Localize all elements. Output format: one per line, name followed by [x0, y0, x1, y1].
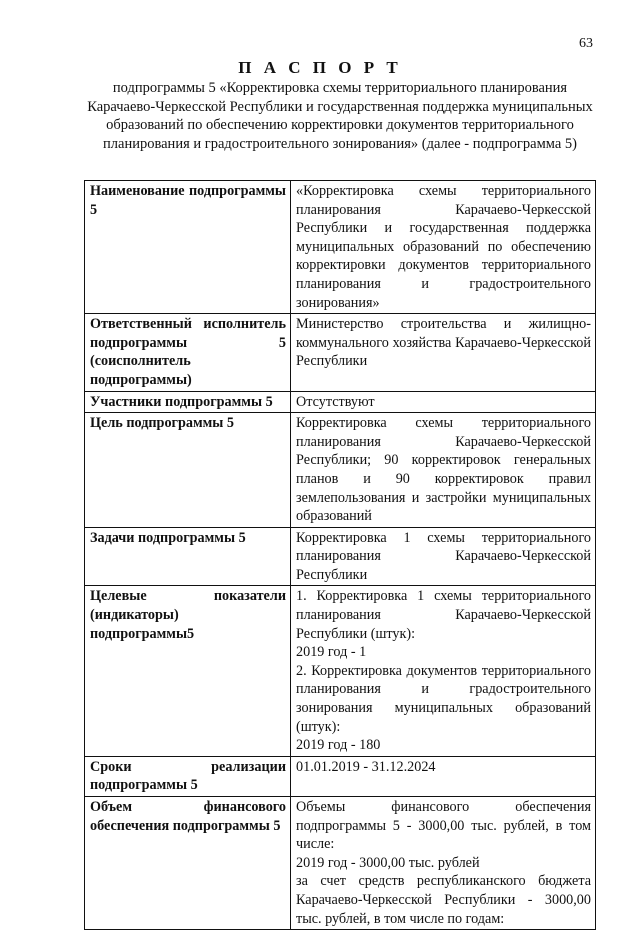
- table-row-tasks: [85, 527, 596, 586]
- row-label: Ответственный исполнитель подпрограммы 5 (соисполнитель подпрограммы): [85, 314, 291, 391]
- passport-table: [84, 180, 596, 930]
- row-label: Сроки реализации подпрограммы 5: [85, 756, 291, 796]
- table-row-funding: [85, 797, 596, 930]
- row-value: [291, 756, 596, 796]
- value-line: 01.01.2019 - 31.12.2024: [296, 758, 436, 775]
- value-line: Корректировка 1 схемы территориального планирования Карачаево-Черкесской Республики: [296, 529, 591, 583]
- row-value: [291, 314, 596, 391]
- row-value: [291, 527, 596, 586]
- row-value: [291, 181, 596, 314]
- value-line: 2019 год - 180: [296, 737, 381, 754]
- row-value: [291, 797, 596, 930]
- row-label: Цель подпрограммы 5: [85, 413, 291, 528]
- document-subtitle: подпрограммы 5 «Корректировка схемы территориального планирования Карачаево-Черкесской Республики и государственная поддержка муниципальных образований по обеспечению корректировки документов территориального планирования и градостроительного зонирования» (далее - подпрограмма 5): [87, 80, 593, 152]
- document-title: П А С П О Р Т: [238, 58, 402, 77]
- table-row-indicators: [85, 586, 596, 756]
- row-label: Участники подпрограммы 5: [85, 391, 291, 413]
- value-line: Объемы финансового обеспечения подпрограммы 5 - 3000,00 тыс. рублей, в том числе:: [296, 799, 591, 853]
- value-line: 2. Корректировка документов территориального планирования и градостроительного зонирования муниципальных образований (штук):: [296, 662, 591, 735]
- value-line: за счет средств республиканского бюджета Карачаево-Черкесской Республики - 3000,00 тыс. рублей, в том числе по годам:: [296, 873, 591, 927]
- value-line: «Корректировка схемы территориального планирования Карачаево-Черкесской Республики и государственная поддержка муниципальных образований по обеспечению корректировки документов территориального планирования и градостроительного зонирования»: [296, 183, 591, 311]
- value-line: Корректировка схемы территориального планирования Карачаево-Черкесской Республики; 90 корректировок генеральных планов и 90 корректировок правил землепользования и застройки муниципальных образований: [296, 415, 591, 525]
- row-value: [291, 391, 596, 413]
- table-row-goal: [85, 413, 596, 528]
- value-line: 2019 год - 3000,00 тыс. рублей: [296, 854, 480, 871]
- page-number: 63: [579, 36, 593, 51]
- row-label: Задачи подпрограммы 5: [85, 527, 291, 586]
- value-line: Отсутствуют: [296, 393, 375, 410]
- value-line: 2019 год - 1: [296, 644, 367, 661]
- table-row-timeline: [85, 756, 596, 796]
- row-value: [291, 586, 596, 756]
- row-label: Целевые показатели (индикаторы) подпрограммы5: [85, 586, 291, 756]
- table-row-executor: [85, 314, 596, 391]
- table-row-name: [85, 181, 596, 314]
- row-label: Объем финансового обеспечения подпрограммы 5: [85, 797, 291, 930]
- table-row-participants: [85, 391, 596, 413]
- row-label: Наименование подпрограммы 5: [85, 181, 291, 314]
- value-line: 1. Корректировка 1 схемы территориального планирования Карачаево-Черкесской Республики (штук):: [296, 588, 591, 642]
- value-line: Министерство строительства и жилищно-коммунального хозяйства Карачаево-Черкесской Республики: [296, 316, 591, 370]
- row-value: [291, 413, 596, 528]
